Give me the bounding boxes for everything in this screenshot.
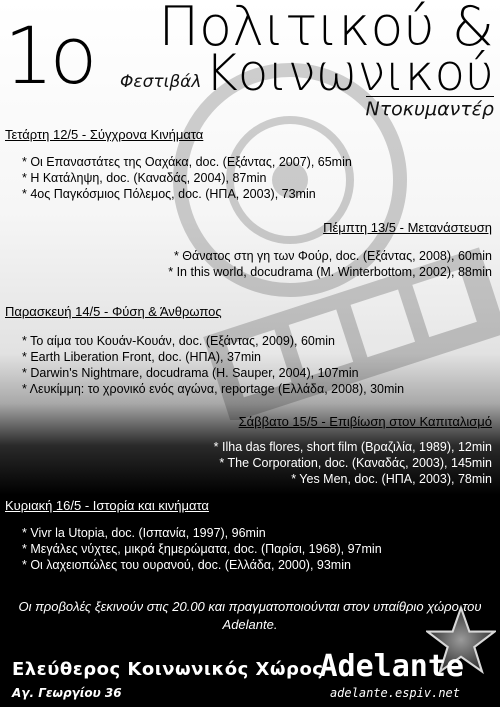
day-list-sunday [22, 525, 382, 573]
title-line-3: Ντοκυμαντέρ [365, 98, 494, 120]
venue-name: Adelante [319, 649, 464, 684]
day-heading-sunday: Κυριακή 16/5 - Ιστορία και κινήματα [5, 498, 209, 513]
list-item: * The Corporation, doc. (Καναδάς, 2003), 145min [219, 456, 492, 470]
list-item: * Οι Επαναστάτες της Οαχάκα, doc. (Εξάντας, 2007), 65min [22, 155, 352, 169]
list-item: * Το αίμα του Κουάν-Κουάν, doc. (Εξάντας, 2009), 60min [22, 334, 335, 348]
list-item: * In this world, docudrama (M. Winterbottom, 2002), 88min [168, 265, 492, 279]
festival-edition-number: 1ο [4, 12, 94, 102]
day-heading-friday: Παρασκευή 14/5 - Φύση & Άνθρωπος [5, 304, 222, 319]
list-item: * Darwin's Nightmare, docudrama (H. Sauper, 2004), 107min [22, 366, 359, 380]
list-item: * Earth Liberation Front, doc. (ΗΠΑ), 37min [22, 350, 261, 364]
day-heading-wednesday: Τετάρτη 12/5 - Σύγχρονα Κινήματα [5, 127, 204, 142]
day-heading-saturday: Σάββατο 15/5 - Επιβίωση στον Καπιταλισμό [238, 414, 492, 429]
title-line-2: Κοινωνικού [204, 44, 494, 102]
list-item: * Vivr la Utopia, doc. (Ισπανία, 1997), 96min [22, 526, 266, 540]
venue-type: Ελεύθερος Κοινωνικός Χώρος [12, 659, 324, 680]
venue-address: Αγ. Γεωργίου 36 [12, 686, 122, 700]
list-item: * Μεγάλες νύχτες, μικρά ξημερώματα, doc. (Παρίσι, 1968), 97min [22, 542, 382, 556]
festival-label: Φεστιβάλ [120, 72, 202, 92]
list-item: * Ilha das flores, short film (Βραζιλία, 1989), 12min [213, 440, 492, 454]
venue-website-link[interactable]: adelante.espiv.net [329, 686, 460, 700]
day-list-friday [22, 333, 404, 397]
list-item: * Θάνατος στη γη των Φούρ, doc. (Εξάντας, 2008), 60min [173, 249, 492, 263]
list-item: * Οι λαχειοπώλες του ουρανού, doc. (Ελλάδα, 2000), 93min [22, 558, 351, 572]
title-line-1: Πολιτικού & [158, 0, 494, 58]
day-list-wednesday [22, 154, 352, 202]
list-item: * Λευκίμμη: το χρονικό ενός αγώνα, reportage (Ελλάδα, 2008), 30min [22, 382, 405, 396]
list-item: * Yes Men, doc. (ΗΠΑ, 2003), 78min [291, 472, 492, 486]
day-list-saturday [214, 439, 492, 487]
day-list-thursday [168, 248, 492, 280]
screening-note: Οι προβολές ξεκινούν στις 20.00 και πραγματοποιούνται στον υπαίθριο χώρο του Adelante. [18, 599, 482, 632]
list-item: * 4ος Παγκόσμιος Πόλεμος, doc. (ΗΠΑ, 2003), 73min [22, 187, 316, 201]
day-heading-thursday: Πέμπτη 13/5 - Μετανάστευση [323, 220, 492, 235]
list-item: * Η Κατάληψη, doc. (Καναδάς, 2004), 87min [22, 171, 267, 185]
